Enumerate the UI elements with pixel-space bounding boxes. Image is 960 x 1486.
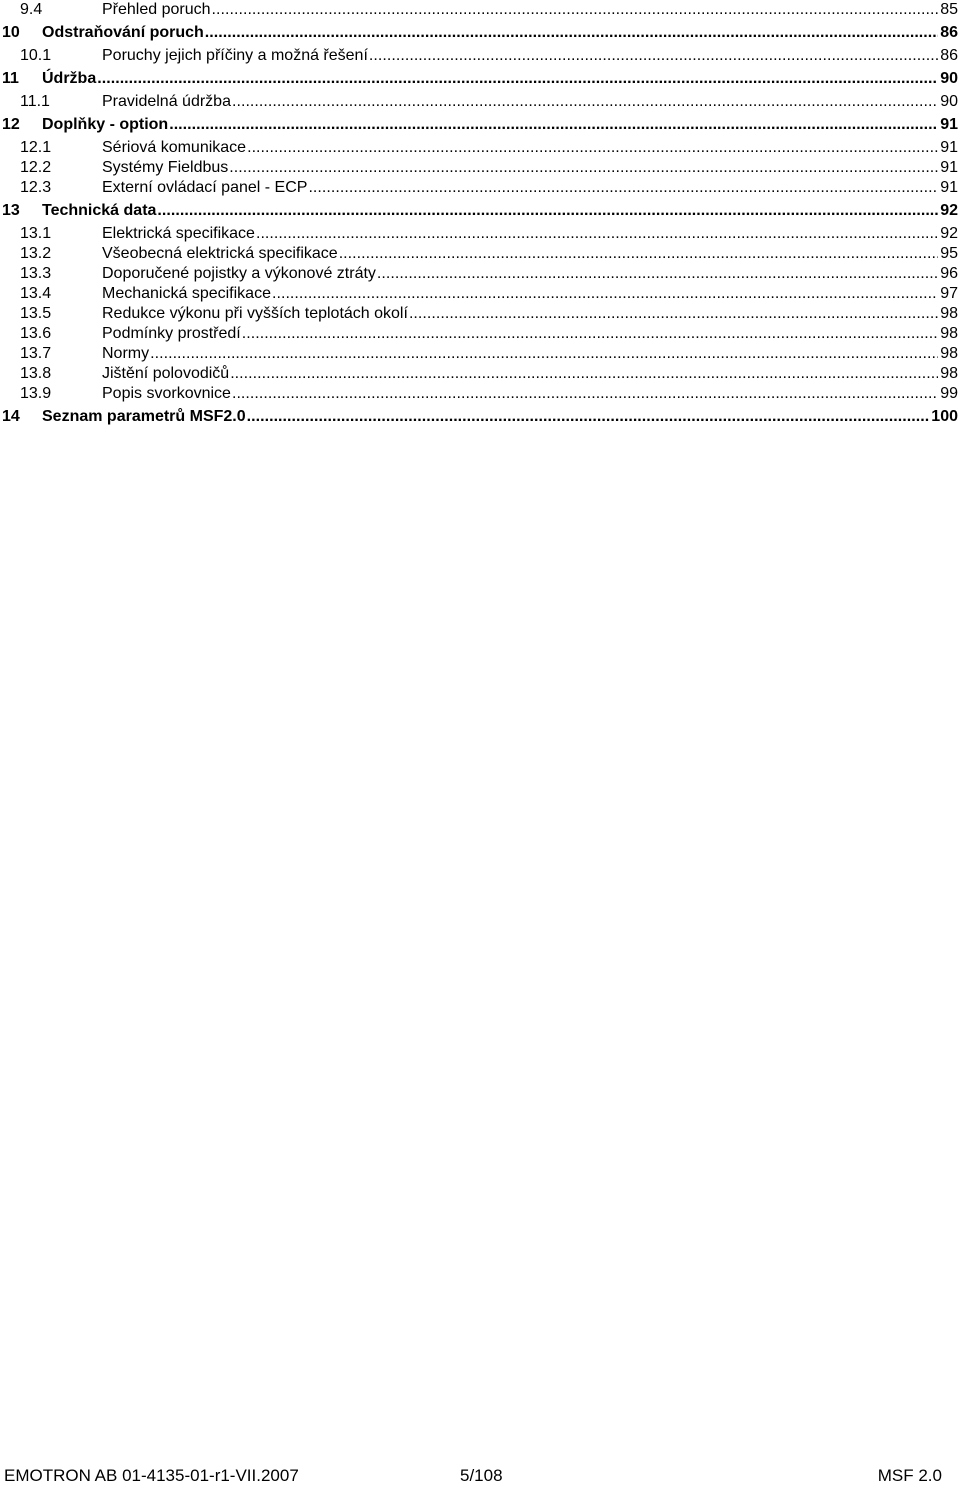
toc-page: 90	[940, 93, 958, 110]
toc-entry[interactable]	[0, 284, 958, 304]
toc-title: Podmínky prostředí	[102, 325, 241, 342]
toc-page: 91	[940, 179, 958, 196]
toc-number: 12.3	[20, 179, 52, 196]
toc-entry[interactable]	[0, 0, 958, 20]
toc-number: 9.4	[20, 1, 43, 18]
toc-entry[interactable]	[0, 244, 958, 264]
toc-number: 11.1	[20, 93, 50, 110]
toc-title: Údržba	[42, 70, 97, 87]
toc-entry[interactable]	[0, 178, 958, 198]
toc-leader	[242, 324, 938, 344]
toc-number: 12.1	[20, 139, 52, 156]
toc-entry[interactable]	[0, 112, 958, 138]
toc-title: Systémy Fieldbus	[102, 159, 229, 176]
toc-page: 90	[940, 70, 958, 87]
toc-entry[interactable]	[0, 92, 958, 112]
toc-entry[interactable]	[0, 264, 958, 284]
toc-page: 100	[931, 408, 958, 425]
toc-entry[interactable]	[0, 344, 958, 364]
toc-page: 98	[940, 325, 958, 342]
toc-page: 96	[940, 265, 958, 282]
toc-entry[interactable]	[0, 158, 958, 178]
toc-title: Doplňky - option	[42, 116, 169, 133]
toc-number: 13.1	[20, 225, 52, 242]
toc-leader	[230, 364, 938, 384]
toc-leader	[339, 244, 939, 264]
toc-title: Mechanická specifikace	[102, 285, 271, 302]
toc-title: Pravidelná údržba	[102, 93, 231, 110]
toc-title: Popis svorkovnice	[102, 385, 231, 402]
toc-number: 11	[2, 70, 19, 87]
toc-title: Všeobecná elektrická specifikace	[102, 245, 338, 262]
toc-number: 10	[2, 24, 20, 41]
toc-title: Elektrická specifikace	[102, 225, 255, 242]
toc-leader	[256, 224, 938, 244]
toc-title: Přehled poruch	[102, 1, 211, 18]
footer-product-name: MSF 2.0	[877, 1466, 942, 1485]
toc-page: 97	[940, 285, 958, 302]
toc-title: Sériová komunikace	[102, 139, 247, 156]
page-footer	[4, 1466, 942, 1486]
toc-page: 98	[940, 305, 958, 322]
footer-document-id: EMOTRON AB 01-4135-01-r1-VII.2007	[4, 1466, 299, 1485]
toc-page: 95	[940, 245, 958, 262]
toc-number: 13.3	[20, 265, 52, 282]
toc-number: 12	[2, 116, 20, 133]
toc-entry[interactable]	[0, 384, 958, 404]
toc-number: 13.8	[20, 365, 52, 382]
toc-title: Redukce výkonu při vyšších teplotách okolí	[102, 305, 408, 322]
toc-leader	[232, 92, 938, 112]
toc-title: Normy	[102, 345, 150, 362]
toc-title: Externí ovládací panel - ECP	[102, 179, 308, 196]
toc-leader	[369, 46, 938, 66]
toc-leader	[409, 304, 938, 324]
toc-entry[interactable]	[0, 404, 958, 430]
toc-leader	[247, 404, 930, 430]
toc-page: 98	[940, 345, 958, 362]
toc-number: 14	[2, 408, 20, 425]
toc-entry[interactable]	[0, 66, 958, 92]
toc-leader	[205, 20, 938, 46]
toc-page: 91	[940, 159, 958, 176]
toc-leader	[272, 284, 938, 304]
toc-leader	[169, 112, 938, 138]
toc-number: 13.4	[20, 285, 52, 302]
toc-entry[interactable]	[0, 46, 958, 66]
toc-number: 13.5	[20, 305, 52, 322]
toc-title: Poruchy jejich příčiny a možná řešení	[102, 47, 368, 64]
toc-entry[interactable]	[0, 224, 958, 244]
toc-leader	[308, 178, 938, 198]
toc-page: 91	[940, 139, 958, 156]
toc-number: 13.6	[20, 325, 52, 342]
toc-number: 13	[2, 202, 20, 219]
toc-number: 13.2	[20, 245, 52, 262]
toc-leader	[247, 138, 938, 158]
toc-title: Technická data	[42, 202, 157, 219]
toc-title: Jištění polovodičů	[102, 365, 230, 382]
toc-number: 12.2	[20, 159, 52, 176]
toc-entry[interactable]	[0, 304, 958, 324]
toc-leader	[377, 264, 938, 284]
toc-page: 92	[940, 225, 958, 242]
toc-page: 91	[940, 116, 958, 133]
toc-leader	[150, 344, 938, 364]
toc-page: 86	[940, 24, 958, 41]
toc-entry[interactable]	[0, 20, 958, 46]
toc-page: 85	[940, 1, 958, 18]
toc-leader	[212, 0, 939, 20]
toc-page: 92	[940, 202, 958, 219]
toc-number: 13.7	[20, 345, 52, 362]
toc-page: 98	[940, 365, 958, 382]
toc-entry[interactable]	[0, 198, 958, 224]
toc-title: Seznam parametrů MSF2.0	[42, 408, 246, 425]
toc-number: 10.1	[20, 47, 52, 64]
toc-leader	[232, 384, 938, 404]
toc-entry[interactable]	[0, 138, 958, 158]
toc-page: 99	[940, 385, 958, 402]
toc-leader	[157, 198, 938, 224]
toc-entry[interactable]	[0, 364, 958, 384]
toc-title: Odstraňování poruch	[42, 24, 204, 41]
toc-number: 13.9	[20, 385, 52, 402]
toc-leader	[229, 158, 938, 178]
toc-title: Doporučené pojistky a výkonové ztráty	[102, 265, 376, 282]
toc-leader	[97, 66, 938, 92]
footer-page-number: 5/108	[460, 1466, 503, 1485]
table-of-contents	[0, 0, 958, 430]
toc-page: 86	[940, 47, 958, 64]
toc-entry[interactable]	[0, 324, 958, 344]
